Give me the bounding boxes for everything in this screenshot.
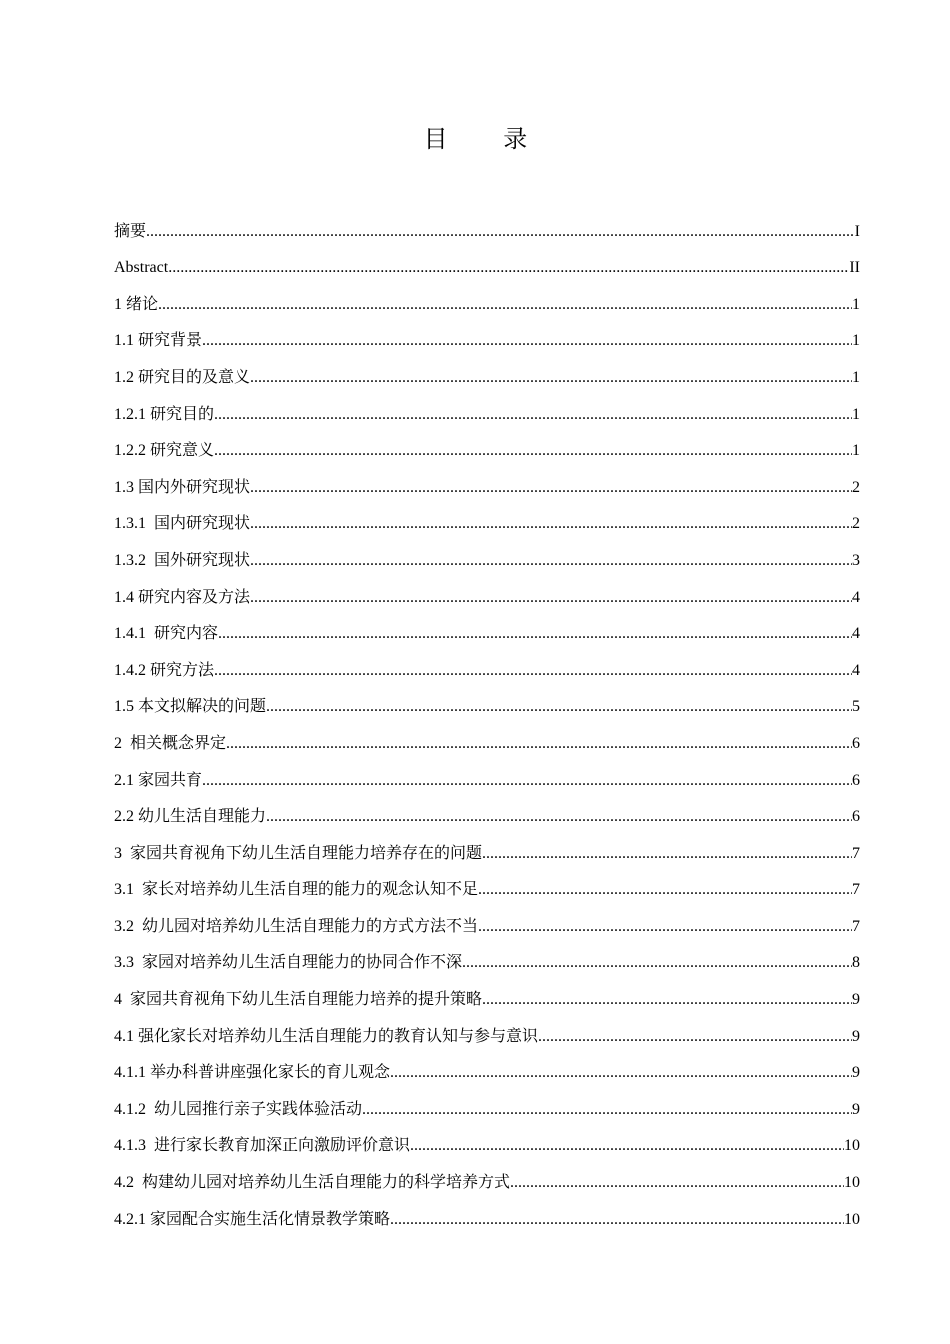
toc-entry-label: 3 家园共育视角下幼儿生活自理能力培养存在的问题 bbox=[114, 844, 483, 862]
toc-entry-label: 1.5 本文拟解决的问题 bbox=[114, 698, 267, 716]
toc-entry[interactable] bbox=[114, 356, 860, 393]
toc-entry-page-number: 9 bbox=[852, 1100, 860, 1118]
toc-entry-label: 4.2.1 家园配合实施生活化情景教学策略 bbox=[114, 1210, 391, 1228]
toc-entry[interactable] bbox=[114, 722, 860, 759]
toc-entry-label: 1.4.2 研究方法 bbox=[114, 661, 215, 679]
toc-entry-page-number: 2 bbox=[852, 478, 860, 496]
toc-entry-label: 1.2.1 研究目的 bbox=[114, 405, 215, 423]
toc-entry[interactable] bbox=[114, 247, 860, 284]
toc-entry-page-number: 1 bbox=[852, 295, 860, 313]
toc-entry[interactable] bbox=[114, 905, 860, 942]
toc-entry[interactable] bbox=[114, 759, 860, 796]
toc-dot-leader bbox=[538, 1022, 852, 1052]
toc-dot-leader bbox=[214, 436, 852, 466]
toc-dot-leader bbox=[218, 619, 852, 649]
toc-entry[interactable] bbox=[114, 210, 860, 247]
toc-entry-label: 4.1.3 进行家长教育加深正向激励评价意识 bbox=[114, 1137, 411, 1155]
toc-entry[interactable] bbox=[114, 832, 860, 869]
toc-entry-page-number: 10 bbox=[844, 1210, 860, 1228]
toc-entry-label: 1.2.2 研究意义 bbox=[114, 442, 215, 460]
toc-dot-leader bbox=[250, 583, 852, 613]
toc-dot-leader bbox=[510, 1168, 844, 1198]
toc-dot-leader bbox=[226, 729, 852, 759]
toc-dot-leader bbox=[266, 802, 852, 832]
toc-dot-leader bbox=[250, 473, 852, 503]
toc-entry[interactable] bbox=[114, 613, 860, 650]
toc-entry-page-number: 6 bbox=[852, 734, 860, 752]
toc-entry-page-number: 10 bbox=[844, 1137, 860, 1155]
toc-entry[interactable] bbox=[114, 1161, 860, 1198]
toc-dot-leader bbox=[462, 948, 852, 978]
toc-entry-page-number: 7 bbox=[852, 844, 860, 862]
toc-entry-label: 4 家园共育视角下幼儿生活自理能力培养的提升策略 bbox=[114, 991, 483, 1009]
toc-entry-label: 1.3 国内外研究现状 bbox=[114, 478, 251, 496]
toc-entry-label: Abstract bbox=[114, 259, 169, 277]
toc-entry[interactable] bbox=[114, 503, 860, 540]
toc-entry-label: 2.1 家园共育 bbox=[114, 771, 203, 789]
toc-entry[interactable] bbox=[114, 796, 860, 833]
toc-entry-label: 1.2 研究目的及意义 bbox=[114, 368, 251, 386]
page-title: 目 录 bbox=[423, 125, 552, 153]
toc-entry-page-number: 2 bbox=[852, 515, 860, 533]
toc-entry[interactable] bbox=[114, 1198, 860, 1235]
toc-entry[interactable] bbox=[114, 869, 860, 906]
toc-entry[interactable] bbox=[114, 1015, 860, 1052]
toc-entry-page-number: 1 bbox=[852, 332, 860, 350]
toc-entry-label: 4.1 强化家长对培养幼儿生活自理能力的教育认知与参与意识 bbox=[114, 1027, 539, 1045]
toc-entry-page-number: 7 bbox=[852, 917, 860, 935]
toc-entry[interactable] bbox=[114, 539, 860, 576]
toc-entry-label: 1.4 研究内容及方法 bbox=[114, 588, 251, 606]
toc-entry-page-number: 5 bbox=[852, 698, 860, 716]
toc-entry-page-number: 3 bbox=[852, 551, 860, 569]
toc-entry-page-number: 1 bbox=[852, 442, 860, 460]
toc-entry-page-number: 1 bbox=[852, 405, 860, 423]
toc-dot-leader bbox=[478, 912, 852, 942]
toc-entry-label: 摘要 bbox=[114, 222, 147, 240]
toc-entry[interactable] bbox=[114, 466, 860, 503]
toc-entry[interactable] bbox=[114, 320, 860, 357]
toc-entry-page-number: I bbox=[854, 222, 860, 240]
toc-entry[interactable] bbox=[114, 1125, 860, 1162]
toc-list bbox=[114, 210, 860, 1235]
toc-entry-label: 1.1 研究背景 bbox=[114, 332, 203, 350]
toc-dot-leader bbox=[390, 1058, 852, 1088]
toc-entry-page-number: 9 bbox=[852, 1064, 860, 1082]
toc-entry-label: 3.1 家长对培养幼儿生活自理的能力的观念认知不足 bbox=[114, 881, 479, 899]
toc-dot-leader bbox=[250, 509, 852, 539]
toc-entry-label: 2 相关概念界定 bbox=[114, 734, 227, 752]
toc-dot-leader bbox=[266, 692, 852, 722]
toc-dot-leader bbox=[362, 1095, 852, 1125]
toc-entry[interactable] bbox=[114, 942, 860, 979]
toc-entry[interactable] bbox=[114, 686, 860, 723]
toc-entry[interactable] bbox=[114, 393, 860, 430]
toc-entry-page-number: 10 bbox=[844, 1174, 860, 1192]
toc-entry-page-number: 7 bbox=[852, 881, 860, 899]
toc-entry[interactable] bbox=[114, 1052, 860, 1089]
toc-dot-leader bbox=[214, 656, 852, 686]
toc-entry[interactable] bbox=[114, 649, 860, 686]
toc-entry-label: 3.2 幼儿园对培养幼儿生活自理能力的方式方法不当 bbox=[114, 917, 479, 935]
toc-entry-page-number: 1 bbox=[852, 368, 860, 386]
toc-entry-label: 1.3.2 国外研究现状 bbox=[114, 551, 251, 569]
toc-entry-page-number: 6 bbox=[852, 771, 860, 789]
toc-dot-leader bbox=[482, 985, 852, 1015]
toc-entry-label: 1 绪论 bbox=[114, 295, 159, 313]
toc-dot-leader bbox=[168, 253, 849, 283]
toc-dot-leader bbox=[146, 217, 855, 247]
toc-entry[interactable] bbox=[114, 283, 860, 320]
toc-entry-page-number: 9 bbox=[852, 991, 860, 1009]
toc-entry-page-number: 4 bbox=[852, 588, 860, 606]
toc-dot-leader bbox=[202, 326, 852, 356]
toc-entry-label: 4.2 构建幼儿园对培养幼儿生活自理能力的科学培养方式 bbox=[114, 1174, 511, 1192]
toc-entry-page-number: 8 bbox=[852, 954, 860, 972]
toc-dot-leader bbox=[214, 400, 852, 430]
toc-dot-leader bbox=[158, 290, 852, 320]
toc-entry-label: 4.1.2 幼儿园推行亲子实践体验活动 bbox=[114, 1100, 363, 1118]
toc-entry-page-number: 4 bbox=[852, 625, 860, 643]
toc-dot-leader bbox=[390, 1205, 844, 1235]
toc-entry[interactable] bbox=[114, 430, 860, 467]
toc-entry-page-number: 9 bbox=[852, 1027, 860, 1045]
toc-entry-label: 3.3 家园对培养幼儿生活自理能力的协同合作不深 bbox=[114, 954, 463, 972]
toc-dot-leader bbox=[202, 766, 852, 796]
toc-dot-leader bbox=[478, 875, 852, 905]
toc-entry[interactable] bbox=[114, 576, 860, 613]
toc-entry-page-number: 4 bbox=[852, 661, 860, 679]
toc-entry-label: 1.4.1 研究内容 bbox=[114, 625, 219, 643]
toc-entry-label: 4.1.1 举办科普讲座强化家长的育儿观念 bbox=[114, 1064, 391, 1082]
toc-entry-page-number: II bbox=[849, 259, 860, 277]
toc-entry-label: 2.2 幼儿生活自理能力 bbox=[114, 808, 267, 826]
toc-entry[interactable] bbox=[114, 978, 860, 1015]
toc-entry-page-number: 6 bbox=[852, 808, 860, 826]
toc-entry[interactable] bbox=[114, 1088, 860, 1125]
toc-dot-leader bbox=[250, 546, 852, 576]
toc-dot-leader bbox=[410, 1131, 844, 1161]
toc-dot-leader bbox=[482, 839, 852, 869]
toc-dot-leader bbox=[250, 363, 852, 393]
toc-entry-label: 1.3.1 国内研究现状 bbox=[114, 515, 251, 533]
